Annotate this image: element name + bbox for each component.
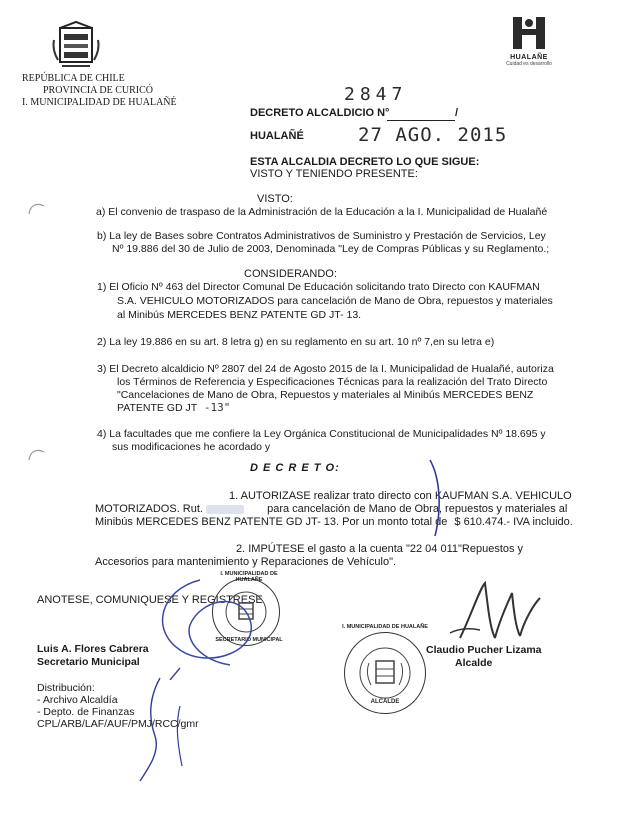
considerando-3-line1: 3) El Decreto alcaldicio Nº 2807 del 24 de Agosto 2015 de la I. Municipalidad de Hualañé, autoriza: [97, 363, 554, 375]
decreto-heading: D E C R E T O:: [250, 462, 340, 474]
decreto-1-minibus: Minibús MERCEDES BENZ PATENTE GD JT- 13. Por un monto total de: [95, 516, 448, 528]
mayor-name: Claudio Pucher Lizama: [426, 644, 542, 656]
ink-stroke-icon: [420, 458, 450, 538]
decreto-1-line3: [95, 515, 573, 529]
mayor-stamp-top: I. MUNICIPALIDAD DE HUALAÑE: [342, 624, 428, 630]
secretary-signature-icon: [140, 570, 270, 680]
considerando-4-line2: sus modificaciones he acordado y: [112, 441, 271, 453]
decreto-1-motorizados: MOTORIZADOS. Rut.: [95, 503, 203, 515]
secretary-name: Luis A. Flores Cabrera: [37, 643, 149, 655]
punch-hole-mark-icon: [26, 200, 46, 220]
decree-title-label: DECRETO ALCALDICIO N°: [250, 107, 390, 119]
header-province: PROVINCIA DE CURICÓ: [43, 85, 154, 96]
considerando-3-line3: "Cancelaciones de Mano de Obra, Repuestos y materiales al Minibús MERCEDES BENZ: [117, 389, 534, 401]
visto-a: a) El convenio de traspaso de la Administración de la Educación a la I. Municipalidad de Hualañé: [96, 206, 548, 218]
visto-b-line2: Nº 19.886 del 30 de Julio de 2003, Denominada "Ley de Compras Públicas y su Reglamento.;: [112, 243, 550, 255]
decreto-1-monto: $ 610.474.- IVA incluido.: [454, 516, 573, 528]
considerando-4-line1: 4) La facultades que me confiere la Ley Orgánica Constitucional de Municipalidades Nº 18.695 y: [97, 428, 546, 440]
considerando-2: 2) La ley 19.886 en su art. 8 letra g) en su reglamento en su art. 10 nº 7,en su letra e): [97, 336, 495, 348]
considerando-heading: CONSIDERANDO:: [244, 268, 337, 280]
decree-slash: /: [455, 107, 459, 119]
distribution-scribble-icon: [120, 676, 210, 786]
decreto-2-line2: Accesorios para mantenimiento y Reparaciones de Vehículo".: [95, 556, 397, 568]
decree-statement: ESTA ALCALDIA DECRETO LO QUE SIGUE:: [250, 156, 480, 168]
mayor-signature-icon: [440, 578, 550, 648]
anotese-line: ANOTESE, COMUNIQUESE Y REGISTRESE: [37, 594, 263, 606]
decree-subheading: VISTO Y TENIENDO PRESENTE:: [250, 168, 418, 180]
considerando-1-line3: al Minibús MERCEDES BENZ PATENTE GD JT- 13.: [117, 309, 362, 321]
secretary-stamp-bottom: SECRETARIO MUNICIPAL: [215, 637, 283, 643]
date-stamp: 27 AGO. 2015: [358, 124, 508, 146]
coat-of-arms-icon: [50, 20, 102, 70]
visto-heading: VISTO:: [257, 193, 293, 205]
logo-tagline: Cuidad es desarrollo: [506, 61, 552, 67]
logo-name: HUALAÑE: [510, 54, 548, 61]
hualane-logo: [494, 15, 564, 67]
distribution-item-1: - Archivo Alcaldía: [37, 694, 118, 706]
decreto-2-line1: 2. IMPÚTESE el gasto a la cuenta "22 04 011"Repuestos y: [236, 543, 524, 555]
place-label: HUALAÑÉ: [250, 130, 304, 142]
considerando-1-line2: S.A. VEHICULO MOTORIZADOS para cancelación de Mano de Obra, repuestos y materiales: [117, 295, 553, 307]
distribution-initials: CPL/ARB/LAF/AUF/PMJ/RCC/gmr: [37, 718, 199, 730]
distribution-item-2: - Depto. de Finanzas: [37, 706, 135, 718]
considerando-3-line2: los Términos de Referencia y Especificaciones Técnicas para la realización del Trato Directo: [117, 376, 548, 388]
mayor-title: Alcalde: [455, 657, 493, 669]
decreto-1-line2: [95, 502, 567, 516]
decree-number-line: [387, 120, 455, 121]
redacted-rut: [206, 505, 244, 514]
considerando-1-line1: 1) El Oficio Nº 463 del Director Comunal De Educación solicitando trato Directo con KAUFMAN: [97, 281, 540, 293]
mayor-stamp: [342, 624, 428, 714]
considerando-3-patente: PATENTE GD JT: [117, 402, 197, 414]
decreto-1-line1: 1. AUTORIZASE realizar trato directo con KAUFMAN S.A. VEHICULO: [229, 490, 572, 502]
header-municipality: I. MUNICIPALIDAD DE HUALAÑÉ: [22, 97, 177, 108]
decreto-1-cancelacion: para cancelación de Mano de Obra, repuestos y materiales al: [267, 503, 568, 515]
secretary-title: Secretario Municipal: [37, 656, 140, 668]
considerando-3-line4: [117, 401, 230, 415]
distribution-heading: Distribución:: [37, 682, 95, 694]
considerando-3-handwritten: -13": [203, 401, 231, 414]
mayor-stamp-bottom: ALCALDE: [370, 699, 400, 705]
punch-hole-mark-icon: [26, 446, 46, 466]
decree-number-handwritten: 2847: [344, 84, 408, 105]
hualane-h-logo-icon: [509, 15, 549, 51]
secretary-stamp-top: I. MUNICIPALIDAD DE HUALAÑE: [220, 571, 278, 583]
visto-b-line1: b) La ley de Bases sobre Contratos Administrativos de Suministro y Prestación de Servicios, Ley: [97, 230, 546, 242]
header-country: REPÚBLICA DE CHILE: [22, 73, 125, 84]
